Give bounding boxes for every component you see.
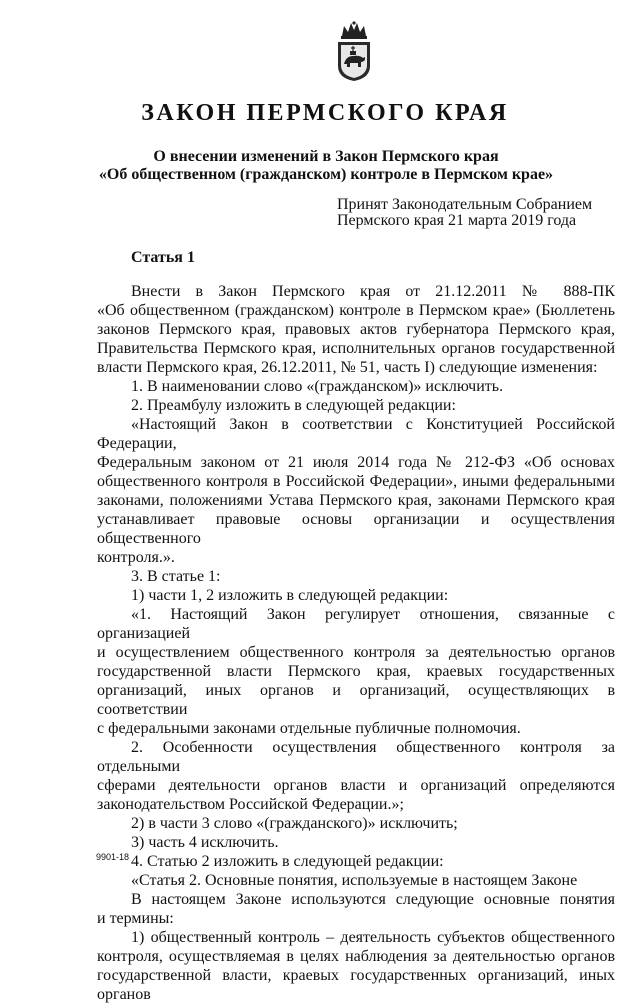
text-line: «Об общественном (гражданском) контроле в Пермском крае» (Бюллетень (97, 302, 615, 319)
text-line: и осуществлением общественного контроля за деятельностью органов (97, 644, 615, 661)
text-line: 1) общественный контроль – деятельность субъектов общественного (131, 929, 615, 946)
text-line: с федеральными законами отдельные публичные полномочия. (97, 720, 521, 737)
text-line: «1. Настоящий Закон регулирует отношения, связанные с организацией (97, 606, 615, 642)
text-line: 2. Особенности осуществления общественного контроля за отдельными (97, 739, 615, 775)
article-body (97, 282, 615, 1004)
text-line: «Настоящий Закон в соответствии с Конституцией Российской Федерации, (97, 416, 615, 452)
law-title: ЗАКОН ПЕРМСКОГО КРАЯ (141, 100, 509, 126)
adoption-line: Пермского края 21 марта 2019 года (337, 212, 577, 229)
text-line: контроля, осуществляемая в целях наблюдения за деятельностью органов (97, 948, 615, 965)
text-line: 4. Статью 2 изложить в следующей редакции: (131, 853, 444, 870)
text-line: государственной власти Пермского края, краевых государственных (97, 663, 615, 680)
text-line: и термины: (97, 910, 174, 927)
text-line: законами, положениями Устава Пермского края, законами Пермского края (97, 492, 615, 509)
subtitle-line: «Об общественном (гражданском) контроле в Пермском крае» (98, 166, 554, 183)
adoption-note (337, 197, 592, 229)
text-line: Правительства Пермского края, исполнительных органов государственной (97, 340, 615, 357)
text-line: законодательством Российской Федерации.»; (97, 796, 404, 813)
text-line: Федеральным законом от 21 июля 2014 года № 212-ФЗ «Об основах (97, 454, 615, 471)
text-line: власти Пермского края, 26.12.2011, № 51, часть I) следующие изменения: (97, 359, 598, 376)
document-code: 9901-18 (96, 852, 130, 862)
perm-krai-coat-of-arms-icon (334, 20, 374, 82)
text-line: 1) части 1, 2 изложить в следующей редакции: (131, 587, 449, 604)
text-line: организаций, иных органов и организаций, осуществляющих в соответствии (97, 682, 615, 718)
text-line: государственной власти, краевых государственных организаций, иных органов (97, 967, 615, 1003)
text-line: общественного контроля в Российской Федерации», иными федеральными (97, 473, 615, 490)
text-line: 1. В наименовании слово «(гражданском)» исключить. (131, 378, 504, 395)
text-line: 2) в части 3 слово «(гражданского)» исключить; (131, 815, 458, 832)
adoption-line: Принят Законодательным Собранием (337, 196, 593, 213)
text-line: законов Пермского края, правовых актов губернатора Пермского края, (97, 321, 615, 338)
text-line: контроля.». (97, 549, 175, 566)
text-line: В настоящем Законе используются следующие основные понятия (131, 891, 615, 908)
text-line: устанавливает правовые основы организации и осуществления общественного (97, 511, 615, 547)
text-line: «Статья 2. Основные понятия, используемые в настоящем Законе (131, 872, 578, 889)
text-line: 3) часть 4 исключить. (131, 834, 279, 851)
article-heading: Статья 1 (131, 249, 195, 266)
subtitle-line: О внесении изменений в Закон Пермского края (153, 148, 499, 165)
law-subtitle (0, 148, 640, 184)
text-line: сферами деятельности органов власти и организаций определяются (97, 777, 615, 794)
text-line: 3. В статье 1: (131, 568, 221, 585)
text-line: Внести в Закон Пермского края от 21.12.2011 № 888-ПК (131, 283, 615, 300)
text-line: 2. Преамбулу изложить в следующей редакции: (131, 397, 456, 414)
